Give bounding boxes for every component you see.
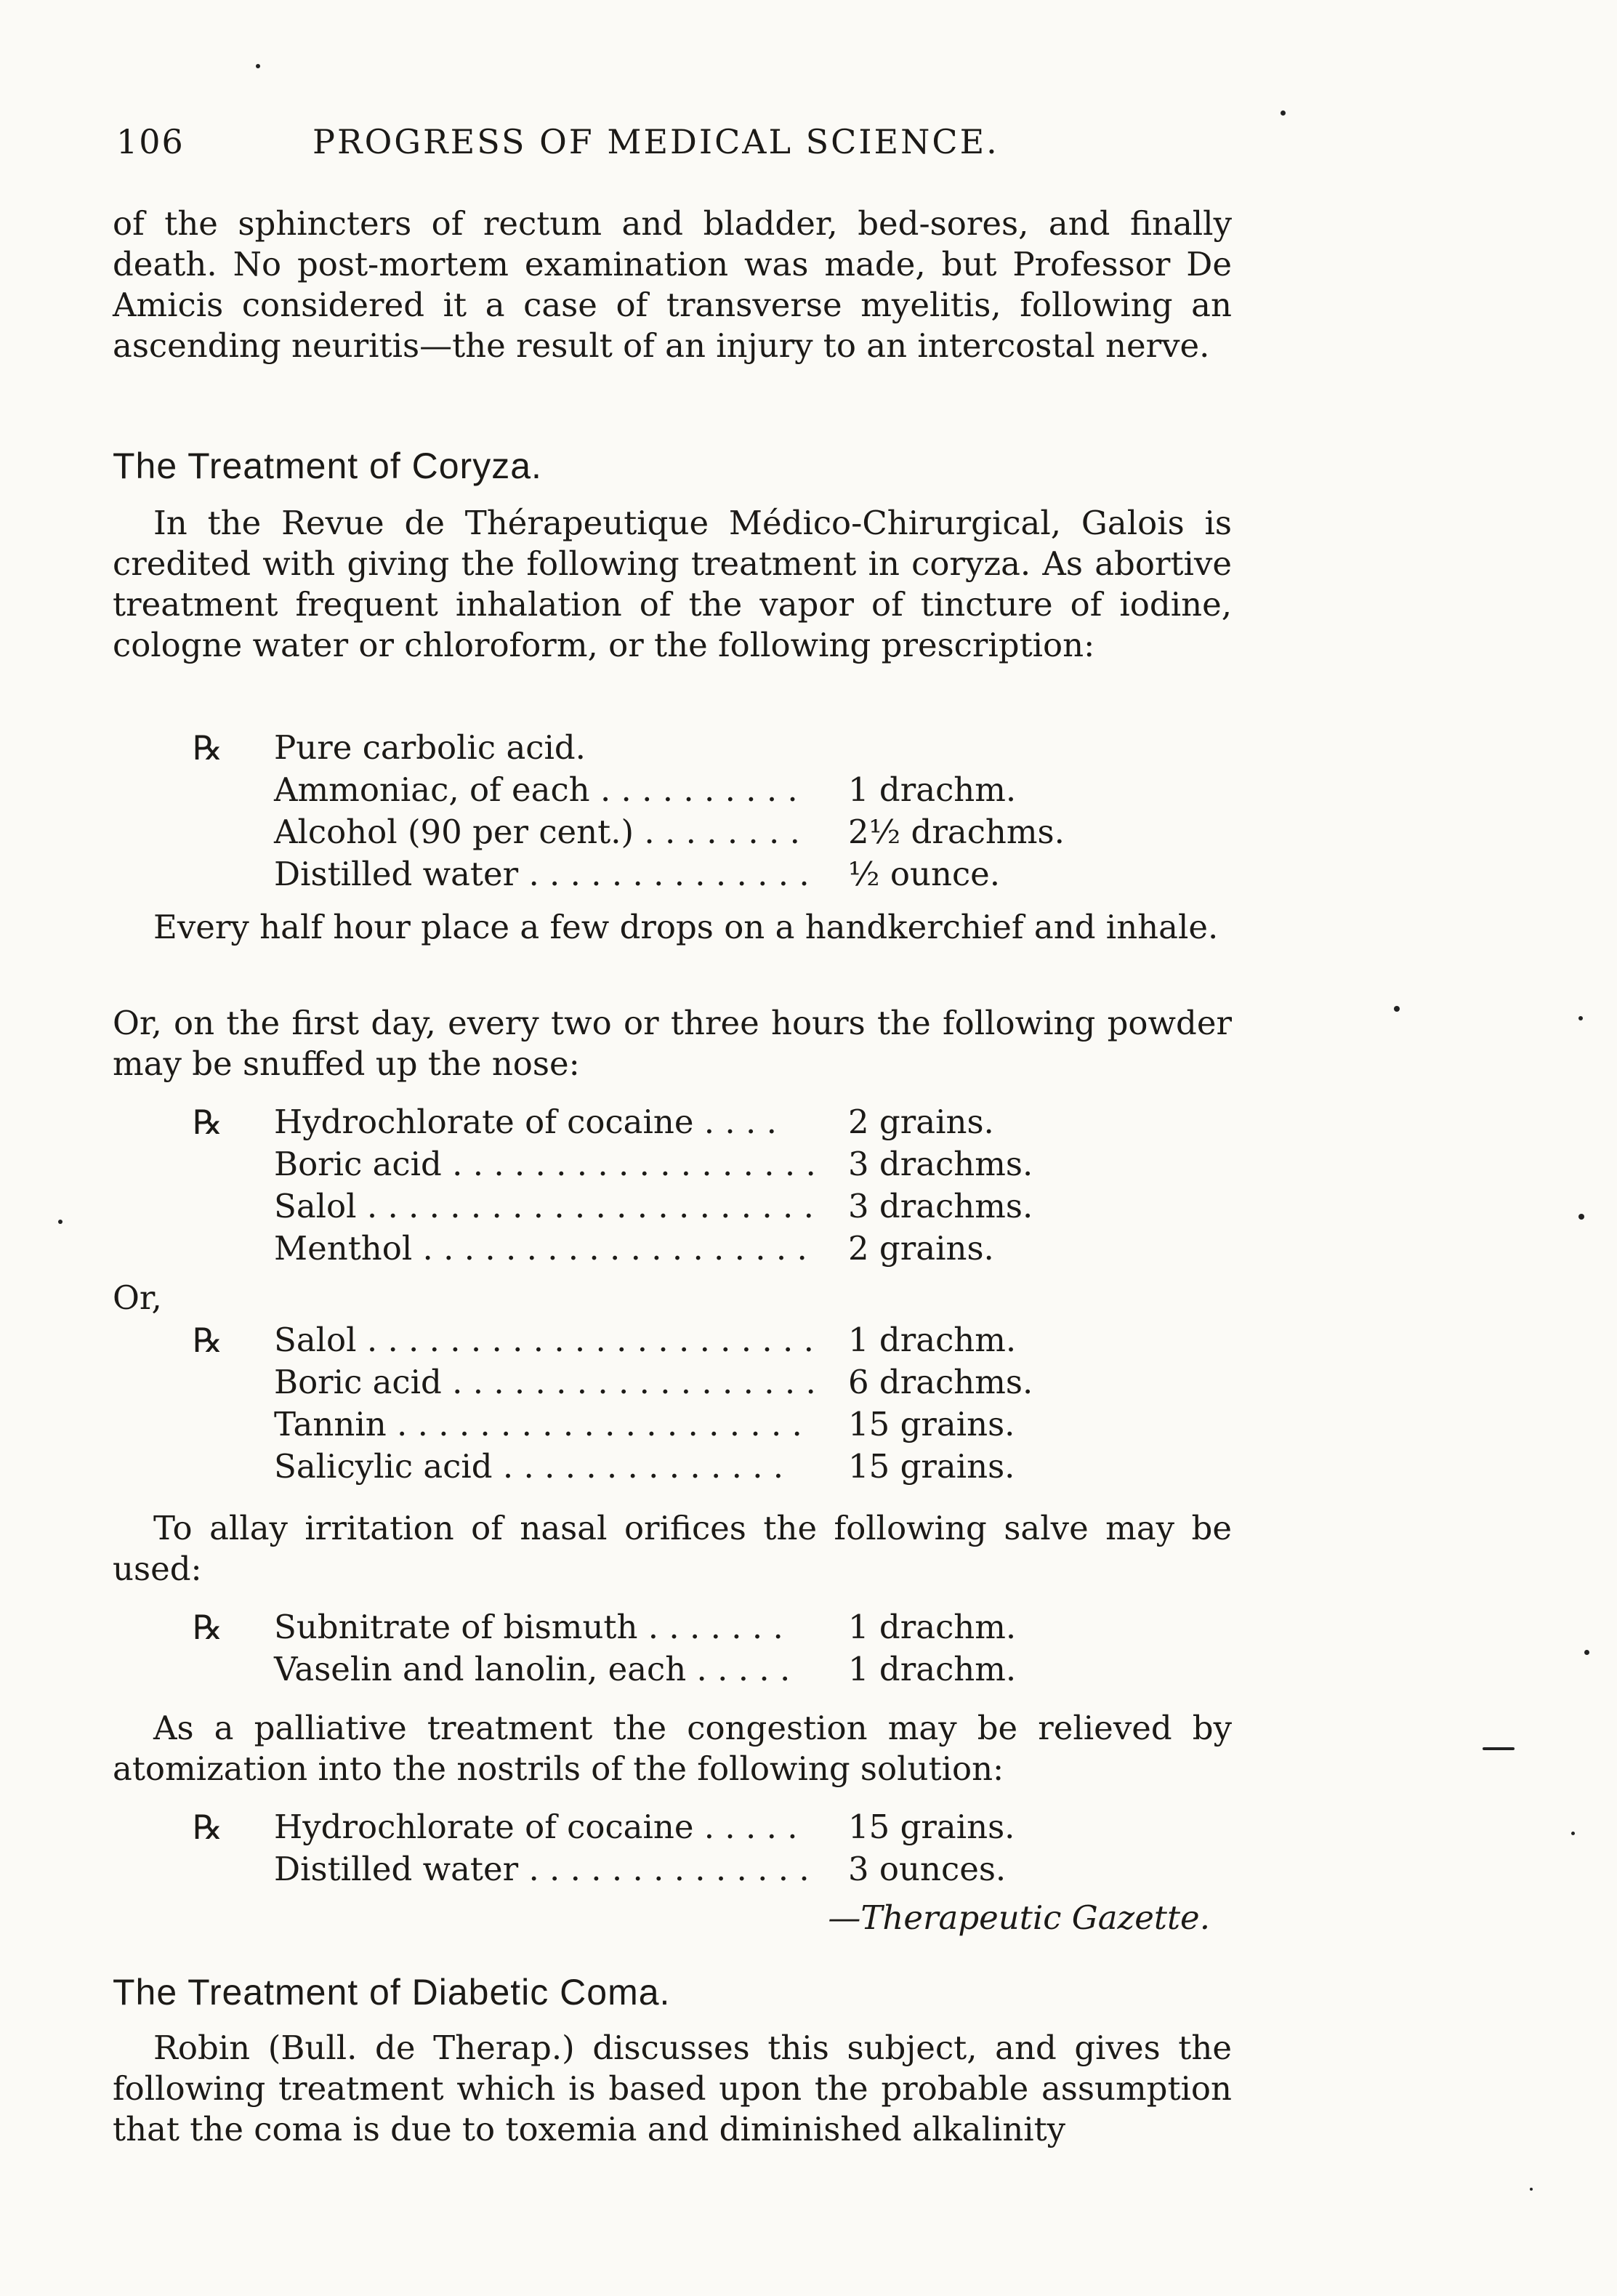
rx-line: Subnitrate of bismuth . . . . . . . 1 drachm.	[274, 1608, 1017, 1646]
diabetic-coma-intro: Robin (Bull. de Therap.) discusses this subject, and gives the following treatment which is based upon the probable assumption that the coma is due to toxemia and diminished alkalinity	[113, 2029, 1232, 2148]
rx-symbol: ℞	[193, 728, 223, 768]
rx-symbol: ℞	[193, 1103, 223, 1142]
rx-symbol: ℞	[193, 1608, 223, 1647]
rx-line: Hydrochlorate of cocaine . . . . . 15 grains.	[274, 1808, 1015, 1846]
rx-line: Hydrochlorate of cocaine . . . . 2 grains.	[274, 1103, 994, 1141]
rx-line: Salicylic acid . . . . . . . . . . . . . . 15 grains.	[274, 1447, 1015, 1486]
scan-mark	[1483, 1747, 1515, 1750]
scan-speck	[58, 1220, 62, 1224]
rx-line: Tannin . . . . . . . . . . . . . . . . . . . . 15 grains.	[274, 1405, 1015, 1443]
rx-line: Salol . . . . . . . . . . . . . . . . . . . . . . 1 drachm.	[274, 1321, 1017, 1359]
allay-paragraph: To allay irritation of nasal orifices the following salve may be used:	[113, 1509, 1232, 1588]
rx-line: Distilled water . . . . . . . . . . . . . . 3 ounces.	[274, 1850, 1007, 1888]
rx-line: Ammoniac, of each . . . . . . . . . . 1 drachm.	[274, 770, 1017, 809]
rx-line: Pure carbolic acid.	[274, 728, 586, 767]
coryza-intro: In the Revue de Thérapeutique Médico-Chirurgical, Galois is credited with giving the following treatment in coryza. As abortive treatment frequent inhalation of the vapor of tincture of iodine, cologne water or chloroform, or the following prescription:	[113, 504, 1232, 664]
rx-symbol: ℞	[193, 1321, 223, 1360]
palliative-paragraph: As a palliative treatment the congestion may be relieved by atomization into the nostrils of the following solution:	[113, 1709, 1232, 1788]
section-title-coryza: The Treatment of Coryza.	[113, 446, 542, 486]
scan-speck	[1578, 1016, 1583, 1020]
scan-speck	[1584, 1650, 1589, 1655]
rx-line: Alcohol (90 per cent.) . . . . . . . . 2½ drachms.	[274, 813, 1065, 851]
scan-speck	[256, 64, 260, 68]
rx-line: Distilled water . . . . . . . . . . . . . . ½ ounce.	[274, 855, 1001, 893]
page-header	[116, 122, 1235, 166]
rx-line: Vaselin and lanolin, each . . . . . 1 drachm.	[274, 1650, 1017, 1688]
scan-speck	[1578, 1214, 1584, 1220]
section-title-diabetic-coma: The Treatment of Diabetic Coma.	[113, 1972, 671, 2013]
rx-line: Boric acid . . . . . . . . . . . . . . . . . . 6 drachms.	[274, 1363, 1033, 1401]
rx-symbol: ℞	[193, 1808, 223, 1847]
page-number: 106	[116, 122, 185, 161]
or-label: Or,	[113, 1278, 162, 1317]
after-rx1-paragraph: Every half hour place a few drops on a handkerchief and inhale.	[153, 908, 1219, 946]
scan-speck	[1571, 1832, 1575, 1835]
opening-paragraph: of the sphincters of rectum and bladder, bed-sores, and finally death. No post-mortem examination was made, but Professor De Amicis considered it a case of transverse myelitis, following an ascending neuritis—the result of an injury to an intercostal nerve.	[113, 204, 1232, 365]
rx-line: Salol . . . . . . . . . . . . . . . . . . . . . . 3 drachms.	[274, 1187, 1033, 1225]
scan-speck	[1530, 2188, 1533, 2191]
first-day-paragraph: Or, on the first day, every two or three hours the following powder may be snuffed up the nose:	[113, 1004, 1232, 1083]
running-title: PROGRESS OF MEDICAL SCIENCE.	[312, 122, 999, 161]
scan-speck	[1394, 1006, 1400, 1012]
rx-line: Boric acid . . . . . . . . . . . . . . . . . . 3 drachms.	[274, 1145, 1033, 1183]
rx-line: Menthol . . . . . . . . . . . . . . . . . . . 2 grains.	[274, 1229, 994, 1268]
citation: —Therapeutic Gazette.	[828, 1898, 1210, 1937]
scan-speck	[1281, 110, 1286, 116]
